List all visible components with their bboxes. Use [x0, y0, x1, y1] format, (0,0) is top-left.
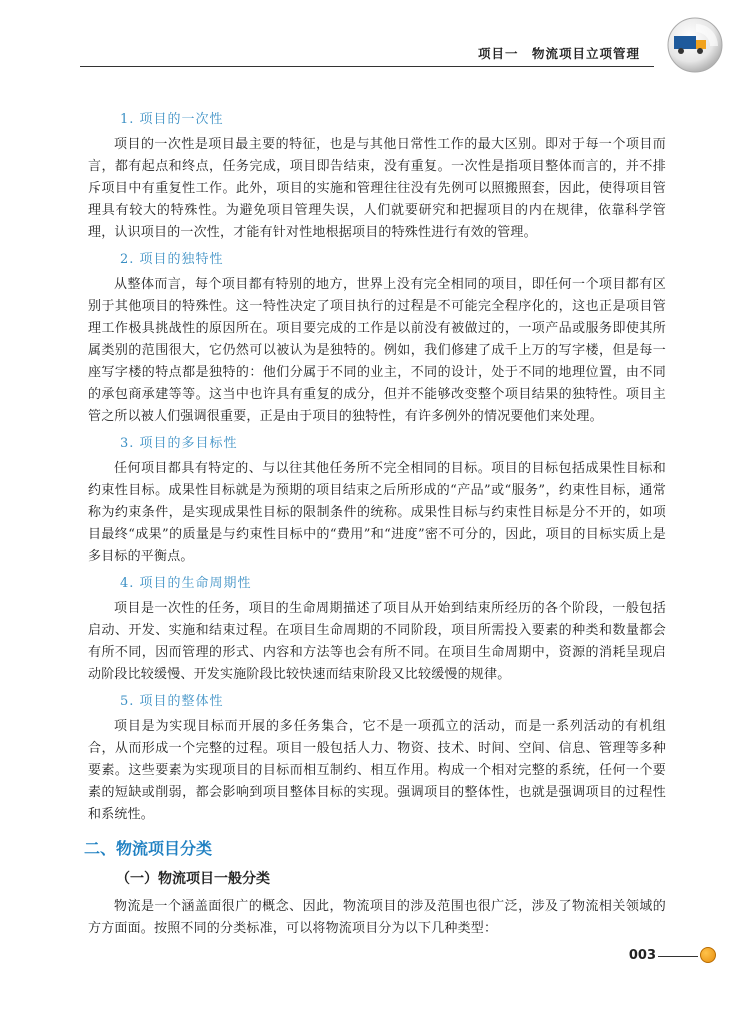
footer-rule	[658, 956, 698, 957]
paragraph-classification: 物流是一个涵盖面很广的概念、因此，物流项目的涉及范围也很广泛，涉及了物流相关领域的方方面面。按照不同的分类标准，可以将物流项目分为以下几种类型：	[88, 899, 666, 936]
page-number: 003	[628, 948, 656, 963]
paragraph-one-time: 项目的一次性是项目最主要的特征，也是与其他日常性工作的最大区别。即对于每一个项目而言，都有起点和终点，任务完成，项目即告结束，没有重复。一次性是指项目整体而言的，并不排斥项目中有重复性工作。此外，项目的实施和管理往往没有先例可以照搬照套，因此，使得项目管理具有较大的特殊性。为避免项目管理失误，人们就要研究和把握项目的内在规律，依靠科学管理，认识项目的一次性，才能有针对性地根据项目的特殊性进行有效的管理。	[88, 137, 666, 240]
sub-heading-life-cycle: 4. 项目的生命周期性	[120, 576, 252, 591]
page-dot-icon	[700, 947, 716, 963]
paragraph-multi-objective: 任何项目都具有特定的、与以往其他任务所不完全相同的目标。项目的目标包括成果性目标和约束性目标。成果性目标就是为预期的项目结束之后所形成的“产品”或“服务”，约束性目标，通常称为约束条件，是实现成果性目标的限制条件的统称。成果性目标与约束性目标是分不开的，如项目最终“成果”的质量是与约束性目标中的“费用”和“进度”密不可分的，因此，项目的目标实质上是多目标的平衡点。	[88, 461, 666, 564]
sub-heading-integrity: 5. 项目的整体性	[120, 694, 224, 709]
sub-heading-uniqueness: 2. 项目的独特性	[120, 252, 224, 267]
subsection-heading-general: （一）物流项目一般分类	[116, 871, 270, 887]
paragraph-uniqueness: 从整体而言，每个项目都有特别的地方，世界上没有完全相同的项目，即任何一个项目都有区别于其他项目的特殊性。这一特性决定了项目执行的过程是不可能完全程序化的，这也正是项目管理工作极具挑战性的原因所在。项目要完成的工作是以前没有被做过的，一项产品或服务即使其所属类别的范围很大，它仍然可以被认为是独特的。例如，我们修建了成千上万的写字楼，但是每一座写字楼的特点都是独特的：他们分属于不同的业主，不同的设计，处于不同的地理位置，由不同的承包商承建等等。这当中也许具有重复的成分，但并不能够改变整个项目结果的独特性。项目主管之所以被人们强调很重要，正是由于项目的独特性，有许多例外的情况要他们来处理。	[88, 277, 666, 424]
section-heading-classification: 二、物流项目分类	[84, 839, 213, 858]
page-body	[84, 110, 666, 946]
sub-heading-multi-objective: 3. 项目的多目标性	[120, 436, 238, 451]
paragraph-integrity: 项目是为实现目标而开展的多任务集合，它不是一项孤立的活动，而是一系列活动的有机组合，从而形成一个完整的过程。项目一般包括人力、物资、技术、时间、空间、信息、管理等多种要素。这些要素为实现项目的目标而相互制约、相互作用。构成一个相对完整的系统，任何一个要素的短缺或削弱，都会影响到项目整体目标的实现。强调项目的整体性，也就是强调项目的过程性和系统性。	[88, 719, 666, 822]
paragraph-life-cycle: 项目是一次性的任务，项目的生命周期描述了项目从开始到结束所经历的各个阶段，一般包括启动、开发、实施和结束过程。在项目生命周期的不同阶段，项目所需投入要素的种类和数量都会有所不同，因而管理的形式、内容和方法等也会有所不同。在项目生命周期中，资源的消耗呈现启动阶段比较缓慢、开发实施阶段比较快速而结束阶段又比较缓慢的规律。	[88, 601, 666, 682]
sub-heading-one-time: 1. 项目的一次性	[120, 112, 224, 127]
chapter-emblem-icon	[666, 16, 724, 74]
running-header-title: 项目一 物流项目立项管理	[477, 46, 640, 61]
header-rule	[80, 66, 654, 67]
